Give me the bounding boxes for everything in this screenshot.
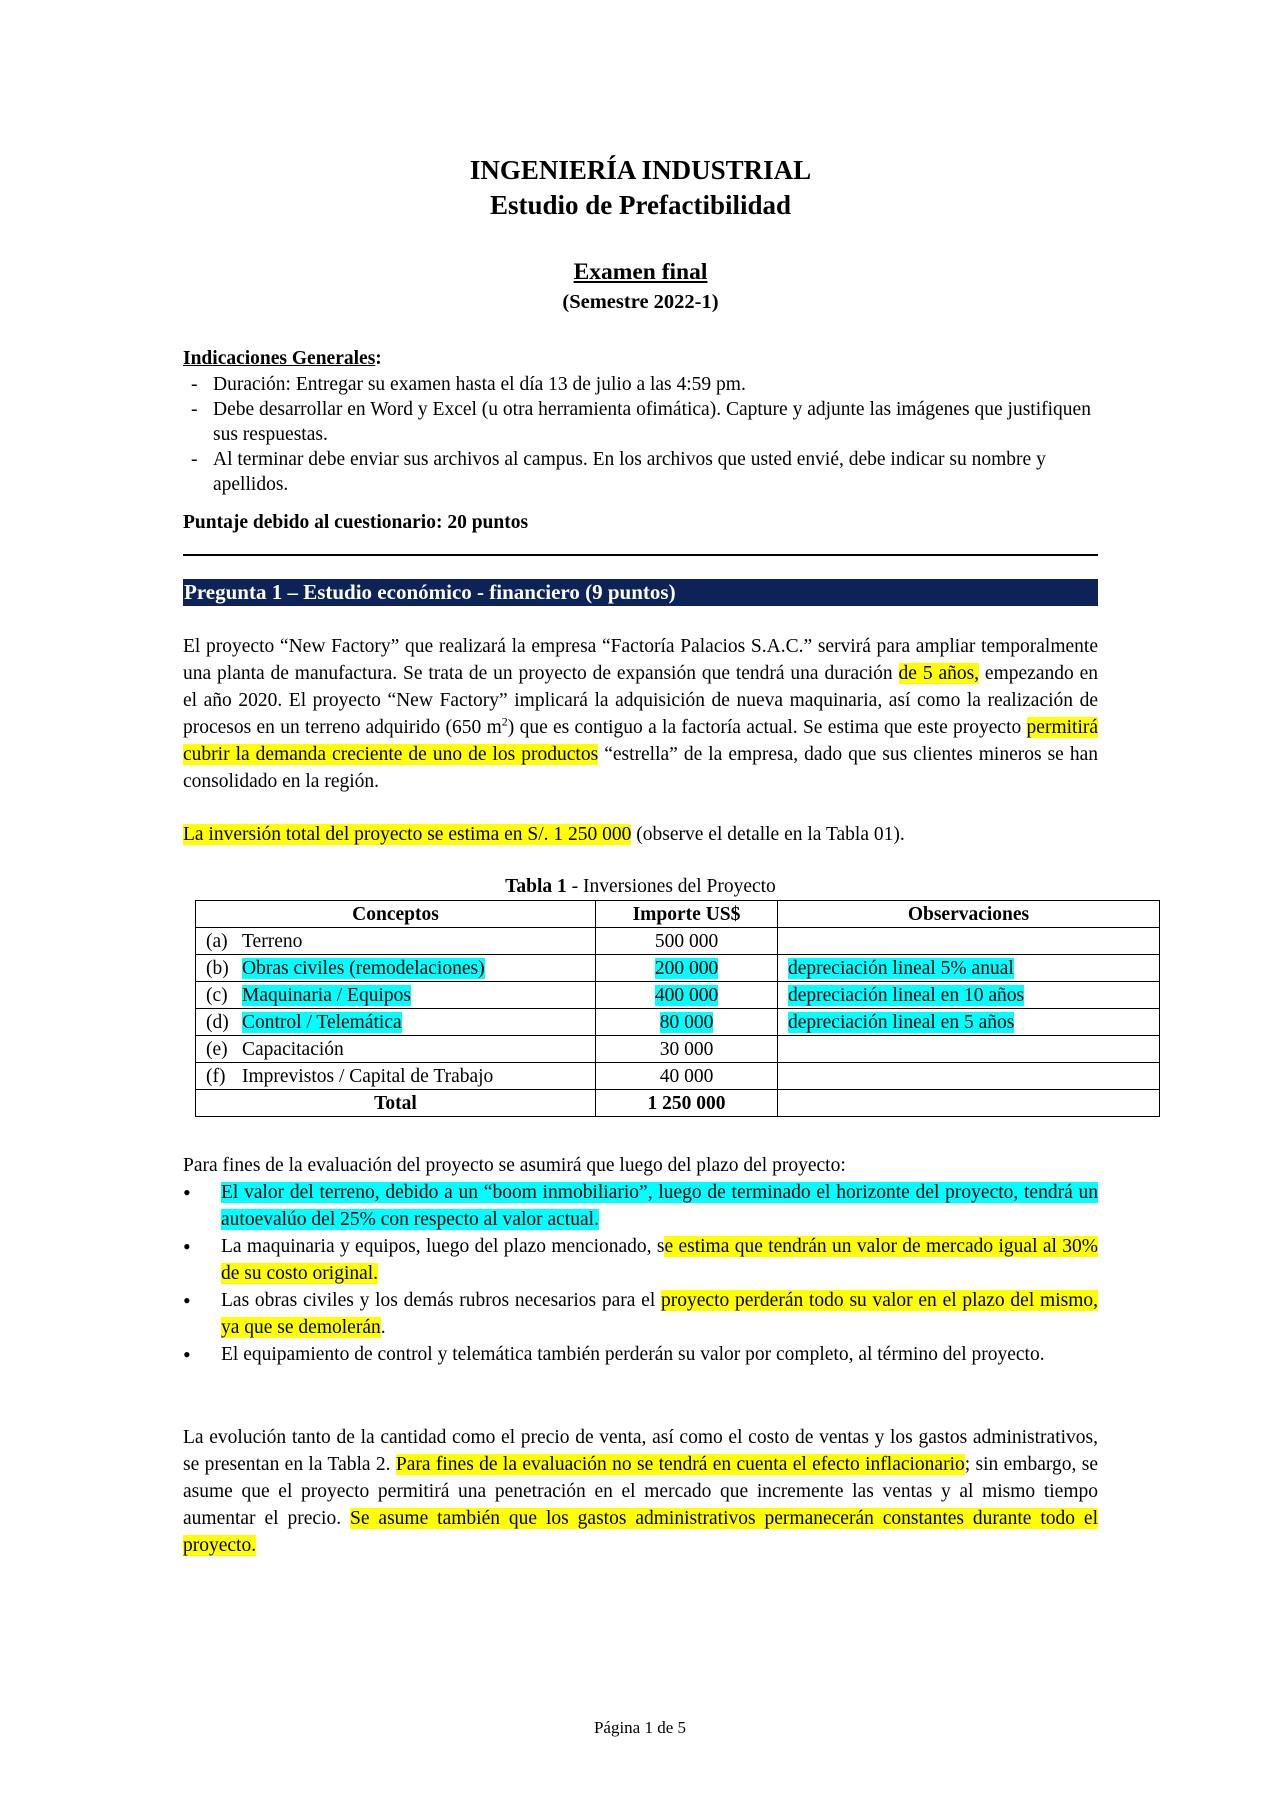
concept-cell: [196, 1009, 596, 1036]
course-subtitle: Estudio de Prefactibilidad: [489, 190, 792, 220]
row-letter: (e): [206, 1038, 228, 1060]
amount-text: 200 000: [654, 957, 719, 979]
instruction-item: - Al terminar debe enviar sus archivos al campus. En los archivos que usted envié, debe indicar su nombre y apellidos.: [183, 447, 1098, 497]
table-row: [196, 982, 1160, 1009]
concept-text: Maquinaria / Equipos: [242, 984, 411, 1006]
assumption-item: [183, 1233, 1098, 1287]
amount-cell: [596, 928, 778, 955]
question-1-intro: [183, 633, 1098, 795]
table-row: [196, 1063, 1160, 1090]
concept-text: Terreno: [242, 930, 303, 952]
row-letter: (a): [206, 930, 228, 952]
instruction-item: - Duración: Entregar su examen hasta el día 13 de julio a las 4:59 pm.: [183, 372, 1098, 397]
assumption-item: • El equipamiento de control y telemática también perderán su valor por completo, al término del proyecto.: [183, 1341, 1098, 1368]
concept-cell: [196, 928, 596, 955]
text-run: La maquinaria y equipos, luego del plazo mencionado, s: [221, 1236, 665, 1257]
highlight-machinery-value: e estima que tendrán un valor de mercado igual al 30% de su costo original.: [221, 1236, 1099, 1284]
instructions-heading-text: Indicaciones Generales: [183, 348, 376, 369]
text-run: ) que es contiguo a la factoría actual. Se estima que este proyecto: [507, 717, 1027, 738]
observation-cell: [778, 982, 1160, 1009]
amount-text: 40 000: [659, 1065, 714, 1087]
row-letter: (d): [206, 1011, 229, 1033]
highlight-investment: La inversión total del proyecto se estima en S/. 1 250 000: [183, 824, 632, 845]
text-run: El proyecto “New Factory” que realizará la empresa “Factoría Palacios S.A.C.” servirá para ampliar temporalmente una planta de manufactura. Se trata de un proyecto de expansión que tendrá una duración: [183, 636, 1098, 684]
concept-cell: [196, 982, 596, 1009]
table-row: [196, 955, 1160, 982]
total-score: Puntaje debido al cuestionario: 20 puntos: [183, 512, 529, 533]
text-run: “estrella” de la empresa, dado que sus clientes mineros se han consolidado en la región.: [183, 744, 1098, 792]
row-letter: (b): [206, 957, 229, 979]
instructions-heading-colon: :: [375, 348, 382, 369]
amount-text: 400 000: [654, 984, 719, 1006]
evolution-paragraph: [183, 1424, 1098, 1559]
observation-cell: [778, 1009, 1160, 1036]
table-row: [196, 928, 1160, 955]
assumptions-intro: Para fines de la evaluación del proyecto se asumirá que luego del plazo del proyecto:: [183, 1155, 846, 1176]
text-run: .: [380, 1317, 386, 1338]
observation-text: depreciación lineal 5% anual: [788, 957, 1014, 979]
amount-cell: [596, 982, 778, 1009]
text-run: (observe el detalle en la Tabla 01).: [631, 824, 905, 845]
column-header: Observaciones: [778, 901, 1160, 928]
investment-paragraph: [183, 821, 1098, 848]
divider-line: [183, 554, 1098, 556]
observation-cell: [778, 1036, 1160, 1063]
amount-text: 500 000: [654, 930, 719, 952]
text-run: La evolución tanto de la cantidad como el precio de venta, así como el costo de ventas y los gastos administrativos, se presentan en la Tabla 2.: [183, 1427, 1098, 1475]
highlight-inflation: Para fines de la evaluación no se tendrá en cuenta el efecto inflacionario: [395, 1454, 965, 1475]
assumption-item: [183, 1287, 1098, 1341]
concept-text: Control / Telemática: [242, 1011, 402, 1033]
question-1-header: Pregunta 1 – Estudio económico - financiero (9 puntos): [183, 579, 1098, 606]
exam-title: Examen final: [573, 259, 708, 285]
row-letter: (c): [206, 984, 228, 1006]
text-run: ; sin embargo, se asume que el proyecto permitirá una penetración en el mercado que incremente las ventas y al mismo tiempo aumentar el precio.: [183, 1454, 1098, 1529]
observation-text: depreciación lineal en 10 años: [788, 984, 1025, 1006]
table-row: [196, 1009, 1160, 1036]
assumption-item: [183, 1179, 1098, 1233]
table-caption: [183, 873, 1098, 900]
total-amount-cell: 1 250 000: [596, 1090, 778, 1117]
superscript: 2: [501, 714, 508, 729]
assumptions-list: [183, 1179, 1098, 1368]
row-letter: (f): [206, 1065, 226, 1087]
amount-cell: [596, 1063, 778, 1090]
text-run: empezando en el año 2020. El proyecto “New Factory” implicará la adquisición de nueva maquinaria, así como la realización de procesos en un terreno adquirido (650 m: [183, 663, 1098, 738]
total-observation-cell: [778, 1090, 1160, 1117]
amount-cell: [596, 1036, 778, 1063]
table-caption-text: - Inversiones del Proyecto: [566, 876, 776, 897]
concept-text: Obras civiles (remodelaciones): [242, 957, 485, 979]
course-title: INGENIERÍA INDUSTRIAL: [469, 155, 812, 185]
highlight-demand: permitirá cubrir la demanda creciente de uno de los productos: [183, 717, 1099, 765]
highlight-admin-costs: Se asume también que los gastos administrativos permanecerán constantes durante todo el proyecto.: [183, 1508, 1098, 1556]
observation-cell: [778, 955, 1160, 982]
total-label-cell: Total: [196, 1090, 596, 1117]
page-number: Página 1 de 5: [593, 1718, 687, 1737]
concept-cell: [196, 1063, 596, 1090]
concept-text: Imprevistos / Capital de Trabajo: [242, 1065, 494, 1087]
observation-text: depreciación lineal en 5 años: [788, 1011, 1015, 1033]
table-caption-number: Tabla 1: [505, 876, 567, 897]
semester-label: (Semestre 2022-1): [562, 291, 719, 313]
observation-cell: [778, 928, 1160, 955]
instruction-item: - Debe desarrollar en Word y Excel (u otra herramienta ofimática). Capture y adjunte las imágenes que justifiquen sus respuestas.: [183, 397, 1098, 447]
concept-cell: [196, 955, 596, 982]
highlight-land-value: El valor del terreno, debido a un “boom inmobiliario”, luego de terminado el horizonte del proyecto, tendrá un autoevalúo del 25% con respecto al valor actual.: [221, 1182, 1098, 1230]
instructions-list: [183, 372, 1098, 497]
amount-text: 30 000: [659, 1038, 714, 1060]
instructions-heading: [183, 345, 382, 372]
table-header-row: [196, 901, 1160, 928]
amount-cell: [596, 1009, 778, 1036]
concept-cell: [196, 1036, 596, 1063]
text-run: Las obras civiles y los demás rubros necesarios para el: [221, 1290, 662, 1311]
table-row: [196, 1036, 1160, 1063]
amount-cell: [596, 955, 778, 982]
highlight-civil-works: proyecto perderán todo su valor en el plazo del mismo, ya que se demolerán: [221, 1290, 1098, 1338]
column-header: Importe US$: [596, 901, 778, 928]
observation-cell: [778, 1063, 1160, 1090]
concept-text: Capacitación: [242, 1038, 344, 1060]
investment-table: [195, 900, 1160, 1117]
highlight-duration: de 5 años,: [898, 663, 980, 684]
amount-text: 80 000: [659, 1011, 714, 1033]
table-total-row: [196, 1090, 1160, 1117]
column-header: Conceptos: [196, 901, 596, 928]
